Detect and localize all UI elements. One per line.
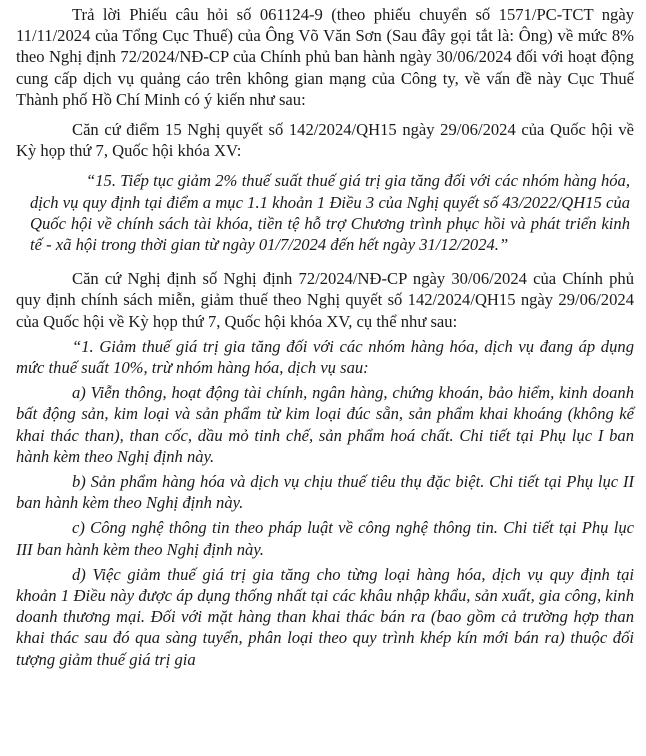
quoted-resolution-point-15: “15. Tiếp tục giảm 2% thuế suất thuế giá trị gia tăng đối với các nhóm hàng hóa, dịch vụ quy định tại điểm a mục 1.1 khoản 1 Điều 3 của Nghị quyết số 43/2022/QH15 của Quốc hội về chính sách tài khóa, tiền tệ hỗ trợ Chương trình phục hồi và phát triển kinh tế - xã hội trong thời gian từ ngày 01/7/2024 đến hết ngày 31/12/2024.” [30, 171, 630, 255]
intro-paragraph: Trả lời Phiếu câu hỏi số 061124-9 (theo phiếu chuyển số 1571/PC-TCT ngày 11/11/2024 của Tổng Cục Thuế) của Ông Võ Văn Sơn (Sau đây gọi tắt là: Ông) về mức 8% theo Nghị định 72/2024/NĐ-CP của Chính phủ ban hành ngày 30/06/2024 đối với hoạt động cung cấp dịch vụ quảng cáo trên không gian mạng của Công ty, về vấn đề này Cục Thuế Thành phố Hồ Chí Minh có ý kiến như sau: [16, 5, 634, 109]
quoted-item-b: b) Sản phẩm hàng hóa và dịch vụ chịu thuế tiêu thụ đặc biệt. Chi tiết tại Phụ lục II ban hành kèm theo Nghị định này. [16, 472, 634, 513]
quoted-item-d: d) Việc giảm thuế giá trị gia tăng cho từng loại hàng hóa, dịch vụ quy định tại khoản 1 Điều này được áp dụng thống nhất tại các khâu nhập khẩu, sản xuất, gia công, kinh doanh thương mại. Đối với mặt hàng than khai thác bán ra (bao gồm cả trường hợp than khai thác sau đó qua sàng tuyển, phân loại theo quy trình khép kín mới bán ra) thuộc đối tượng giảm thuế giá trị gia [16, 564, 634, 669]
legal-basis-decree: Căn cứ Nghị định số Nghị định 72/2024/NĐ-CP ngày 30/06/2024 của Chính phủ quy định chính sách miễn, giảm thuế theo Nghị quyết số 142/2024/QH15 ngày 29/06/2024 của Quốc hội về Kỳ họp thứ 7, Quốc hội khóa XV, cụ thể như sau: [16, 269, 634, 331]
quoted-decree-clause-1: “1. Giảm thuế giá trị gia tăng đối với các nhóm hàng hóa, dịch vụ đang áp dụng mức thuế suất 10%, trừ nhóm hàng hóa, dịch vụ sau: [16, 336, 634, 378]
quoted-item-a: a) Viễn thông, hoạt động tài chính, ngân hàng, chứng khoán, bảo hiểm, kinh doanh bất động sản, kim loại và sản phẩm từ kim loại đúc sẵn, sản phẩm khai khoáng (không kể khai thác than), than cốc, dầu mỏ tinh chế, sản phẩm hoá chất. Chi tiết tại Phụ lục I ban hành kèm theo Nghị định này. [16, 383, 634, 466]
legal-basis-resolution: Căn cứ điểm 15 Nghị quyết số 142/2024/QH15 ngày 29/06/2024 của Quốc hội về Kỳ họp thứ 7, Quốc hội khóa XV: [16, 120, 634, 161]
quoted-item-c: c) Công nghệ thông tin theo pháp luật về công nghệ thông tin. Chi tiết tại Phụ lục III ban hành kèm theo Nghị định này. [16, 518, 634, 559]
